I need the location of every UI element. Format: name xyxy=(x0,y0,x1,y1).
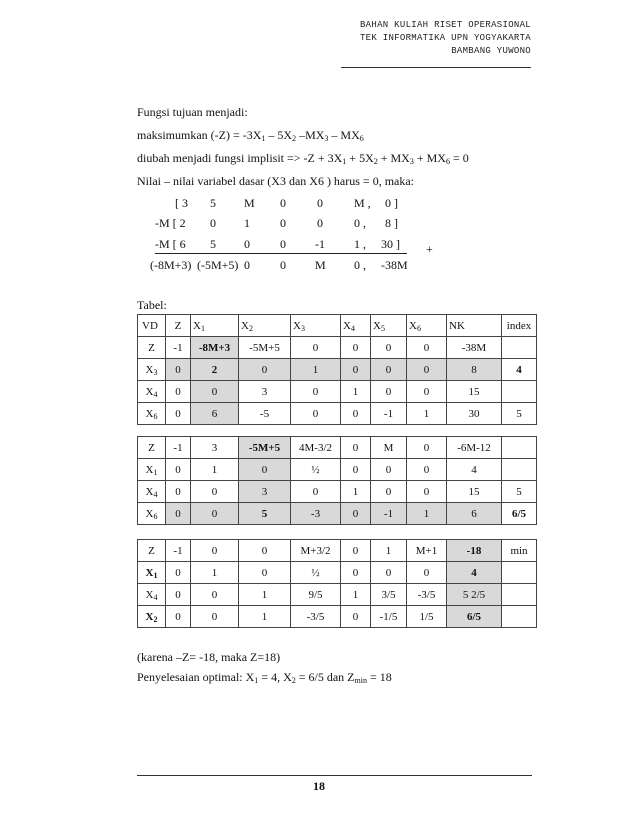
header-cell: VD xyxy=(138,315,166,337)
table-row: $X_4$ 0 0 3 0 1 0 0 15 xyxy=(138,381,537,403)
header-cell: $X_5$ xyxy=(371,315,407,337)
header-cell: index xyxy=(502,315,537,337)
diubah-line: diubah menjadi fungsi implisit => $-Z + 3X_1 + 5X_2 + MX_3 + MX_6 = 0$ xyxy=(137,151,469,166)
header-cell: Z xyxy=(166,315,191,337)
penyelesaian-line: Penyelesaian optimal: $X_1 = 4$, $X_2 = 6/5$ dan $Z_{min} = 18$ xyxy=(137,670,392,685)
table-row: $X_4$ 0 0 1 9/5 1 3/5 -3/5 5 2/5 xyxy=(138,584,537,606)
tabel-label: Tabel: xyxy=(137,298,167,312)
header-department: TEK INFORMATIKA UPN YOGYAKARTA xyxy=(359,33,531,43)
nilai-line: Nilai – nilai variabel dasar (X3 dan X6 ) harus = 0, maka: xyxy=(137,174,415,188)
table-row: $X_1$ 0 1 0 ½ 0 0 0 4 xyxy=(138,459,537,481)
table-row: $X_3$ 0 2 0 1 0 0 0 8 4 xyxy=(138,359,537,381)
sum-underline xyxy=(155,253,407,254)
header-cell: $X_1$ xyxy=(191,315,239,337)
simplex-table-1 xyxy=(137,314,537,425)
header-author: BAMBANG YUWONO xyxy=(451,46,531,56)
header-course: BAHAN KULIAH RISET OPERASIONAL xyxy=(359,20,531,30)
footer-divider xyxy=(137,775,532,776)
header-cell: NK xyxy=(447,315,502,337)
header-cell: $X_6$ xyxy=(407,315,447,337)
simplex-table-2 xyxy=(137,436,537,525)
fungsi-label: Fungsi tujuan menjadi: xyxy=(137,105,248,119)
table-row: Z -1 -8M+3 -5M+5 0 0 0 0 -38M xyxy=(138,337,537,359)
document-header xyxy=(360,19,531,58)
table-header-row xyxy=(138,315,537,337)
header-cell: $X_2$ xyxy=(239,315,291,337)
header-cell: $X_4$ xyxy=(341,315,371,337)
karena-line: (karena –Z= -18, maka Z=18) xyxy=(137,650,281,664)
table-row: $X_2$ 0 0 1 -3/5 0 -1/5 1/5 6/5 xyxy=(138,606,537,628)
header-cell: $X_3$ xyxy=(291,315,341,337)
table-row: $X_6$ 0 6 -5 0 0 -1 1 30 5 xyxy=(138,403,537,425)
maksimumkan-line: maksimumkan $(-Z) = -3X_1 - 5X_2$ $-MX_3 - MX_6$ xyxy=(137,128,364,143)
table-row: $X_1$ 0 1 0 ½ 0 0 0 4 xyxy=(138,562,537,584)
table-row: $X_6$ 0 0 5 -3 0 -1 1 6 6/5 xyxy=(138,503,537,525)
table-row: $X_4$ 0 0 3 0 1 0 0 15 5 xyxy=(138,481,537,503)
simplex-table-3 xyxy=(137,539,537,628)
table-row: Z -1 3 -5M+5 4M-3/2 0 M 0 -6M-12 xyxy=(138,437,537,459)
page-number: 18 xyxy=(313,779,325,793)
plus-sign: + xyxy=(426,242,433,256)
table-row: Z -1 0 0 M+3/2 0 1 M+1 -18 min xyxy=(138,540,537,562)
header-divider xyxy=(341,67,531,68)
